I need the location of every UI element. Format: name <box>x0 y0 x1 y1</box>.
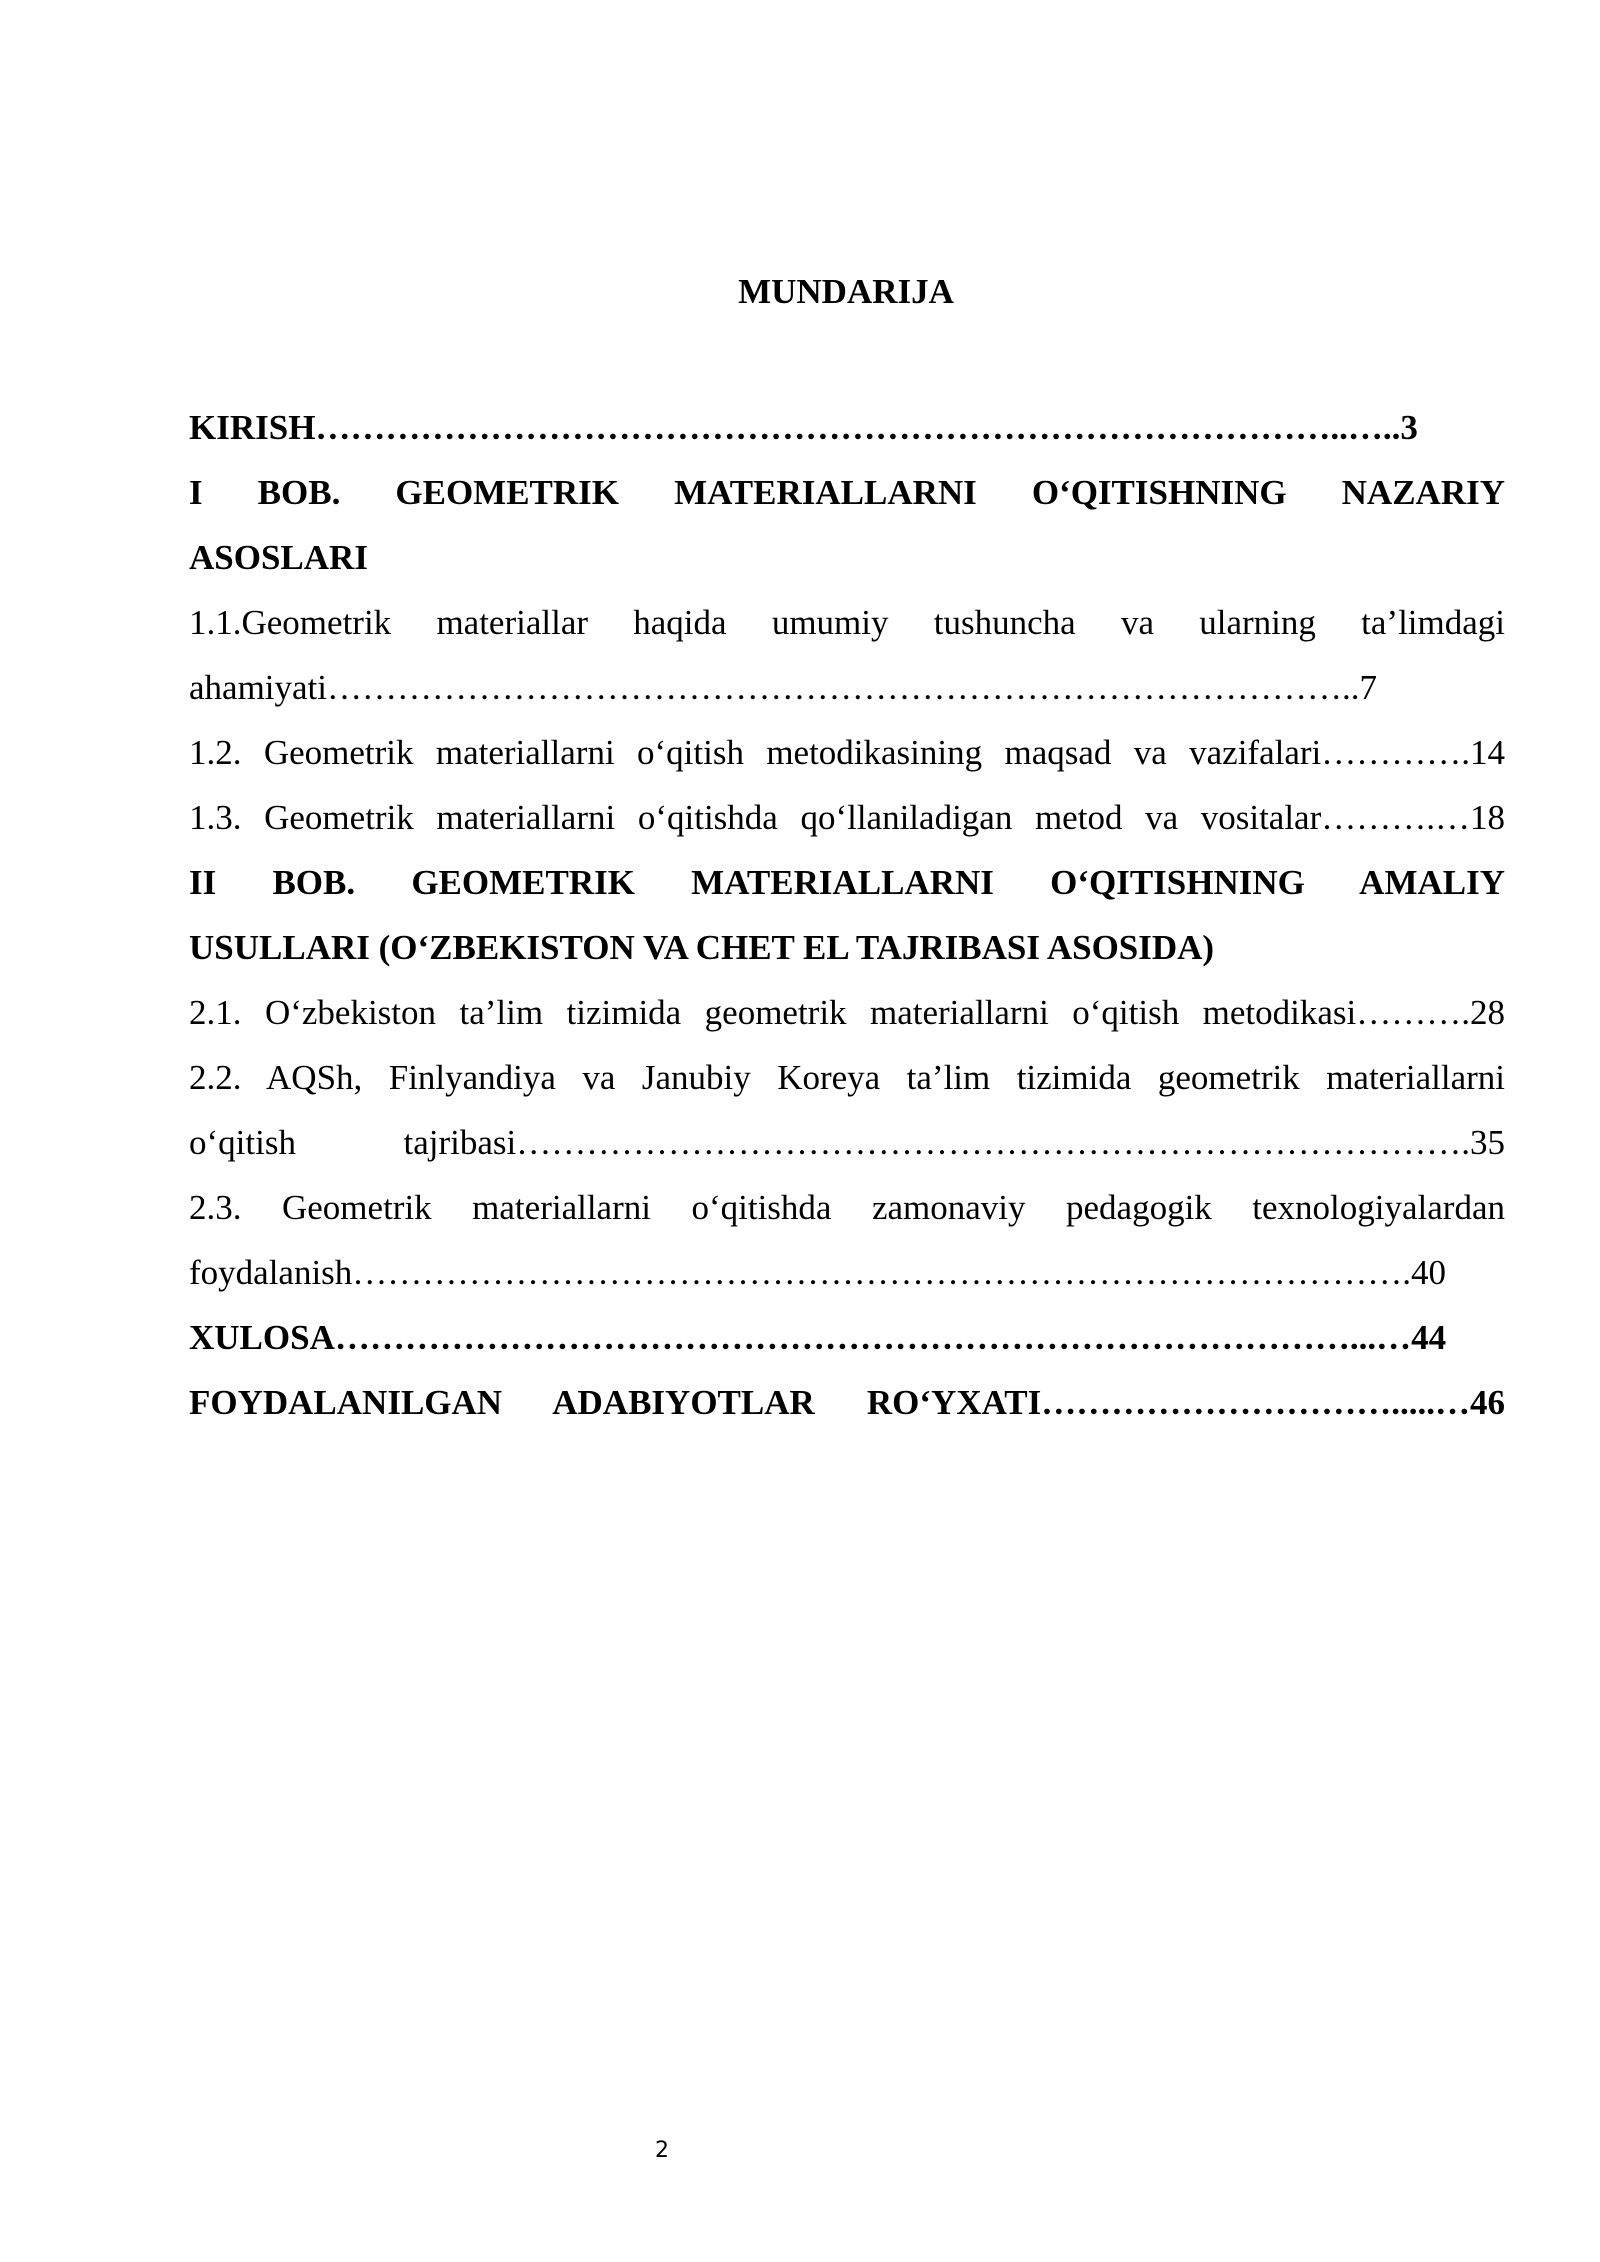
toc-chapter-2-heading-continued[interactable]: USULLARI (O‘ZBEKISTON VA CHET EL TAJRIBASI ASOSIDA) <box>189 928 1215 967</box>
toc-section-2-1[interactable]: 2.1. O‘zbekiston ta’lim tizimida geometrik materiallarni o‘qitish metodikasi……….28 <box>189 993 1505 1032</box>
toc-section-1-3[interactable]: 1.3. Geometrik materiallarni o‘qitishda qo‘llaniladigan metod va vositalar……….…18 <box>189 798 1505 837</box>
toc-entry-kirish[interactable]: KIRISH……………………………………………………………………………..…..3 <box>189 408 1418 447</box>
toc-entry-adabiyotlar[interactable]: FOYDALANILGAN ADABIYOTLAR RO‘YXATI………………………….....…46 <box>189 1383 1505 1422</box>
table-of-contents <box>189 395 1505 1435</box>
toc-section-2-2[interactable]: 2.2. AQSh, Finlyandiya va Janubiy Koreya ta’lim tizimida geometrik materiallarni <box>189 1058 1505 1097</box>
toc-entry-xulosa[interactable]: XULOSA……………………………………………………………………………...…44 <box>189 1318 1447 1357</box>
toc-chapter-2-heading[interactable]: II BOB. GEOMETRIK MATERIALLARNI O‘QITISHNING AMALIY <box>189 863 1505 902</box>
page-title: MUNDARIJA <box>738 272 954 311</box>
toc-chapter-1-heading-continued[interactable]: ASOSLARI <box>189 538 368 577</box>
page-number: 2 <box>655 2138 669 2163</box>
toc-section-2-3-continued[interactable]: foydalanish……………………………………………………………………………….40 <box>189 1253 1447 1292</box>
toc-section-1-1[interactable]: 1.1.Geometrik materiallar haqida umumiy tushuncha va ularning ta’limdagi <box>189 603 1505 642</box>
toc-section-2-3[interactable]: 2.3. Geometrik materiallarni o‘qitishda zamonaviy pedagogik texnologiyalardan <box>189 1188 1505 1227</box>
toc-chapter-1-heading[interactable]: I BOB. GEOMETRIK MATERIALLARNI O‘QITISHNING NAZARIY <box>189 473 1505 512</box>
toc-section-2-2-continued[interactable]: o‘qitish tajribasi……………………………………………………………………….35 <box>189 1123 1505 1162</box>
toc-section-1-1-continued[interactable]: ahamiyati……………………………………………………………………………..7 <box>189 668 1378 707</box>
toc-section-1-2[interactable]: 1.2. Geometrik materiallarni o‘qitish metodikasining maqsad va vazifalari………….14 <box>189 733 1505 772</box>
